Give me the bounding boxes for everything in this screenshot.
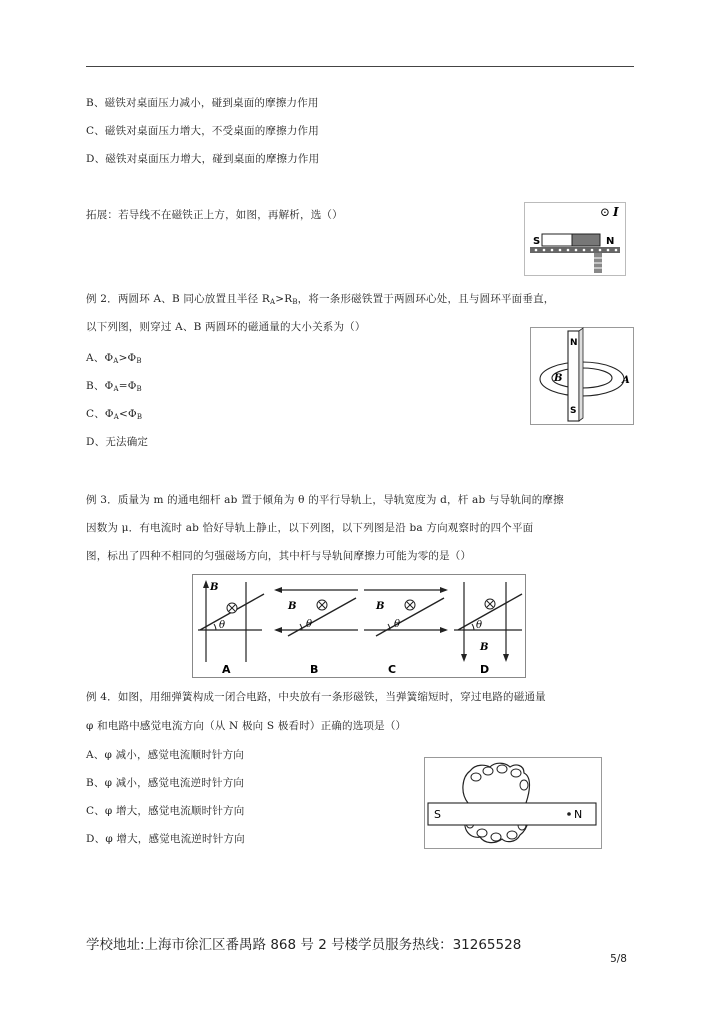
current-out-symbol: ⊙ [600,205,611,219]
magnet-pole-n: N [570,338,578,348]
panel-a-theta: θ [219,620,226,631]
panel-a-b: B [210,582,219,593]
ex2-line2: 以下列图，则穿过 A、B 两圆环的磁通量的大小关系为（） [86,321,366,333]
ex4-line1: 例 4．如图，用细弹簧构成一闭合电路，中央放有一条形磁铁，当弹簧缩短时，穿过电路的磁通量 [86,691,546,703]
ex4-figure [424,757,602,849]
extension-figure [524,202,626,276]
current-label: I [613,205,619,219]
label-ring-a: A [622,375,630,386]
prev-option-c: C、磁铁对桌面压力增大，不受桌面的摩擦力作用 [86,125,319,137]
panel-c-theta: θ [394,619,401,630]
panel-d-label: D [480,663,490,676]
panel-c-b: B [376,601,385,612]
ex4-option-d: D、φ 增大，感觉电流逆时针方向 [86,833,245,845]
magnet-pole-n: N [574,808,583,821]
panel-b-theta: θ [306,619,313,630]
panel-d-theta: θ [476,620,483,631]
ex2-option-a: A、$\Phi_A>\Phi_B$ [86,352,142,365]
panel-b-b: B [288,601,297,612]
panel-b-label: B [310,663,319,676]
ex3-line2: 因数为 μ．有电流时 ab 恰好导轨上静止，以下列图，以下列图是沿 ba 方向观察时的四个平面 [86,522,534,534]
pole-n: N [606,236,615,247]
ex4-line2: φ 和电路中感觉电流方向（从 N 极向 S 极看时）正确的选项是（） [86,720,407,732]
panel-a-label: A [222,663,231,676]
ex4-option-a: A、φ 减小，感觉电流顺时针方向 [86,749,244,761]
ex2-option-d: D、无法确定 [86,436,149,448]
ex4-option-c: C、φ 增大，感觉电流顺时针方向 [86,805,245,817]
magnet-right-half [572,234,600,246]
page-number: 5/8 [610,953,627,965]
bar-magnet-side [579,328,583,421]
ex2-option-b: B、$\Phi_A=\Phi_B$ [86,380,142,393]
ex2-line1: 例 2．两圆环 A、B 同心放置且半径 $R_A>R_B$，将一条形磁铁置于两圆环心处，且与圆环平面垂直， [86,293,555,306]
magnet-dot [567,812,571,816]
magnet-pole-s: S [434,808,441,821]
prev-option-b: B、磁铁对桌面压力减小，碰到桌面的摩擦力作用 [86,97,319,109]
ex2-figure [530,327,634,425]
extension-text: 拓展：若导线不在磁铁正上方，如图，再解析，选（） [86,209,343,221]
ex3-line1: 例 3．质量为 m 的通电细杆 ab 置于倾角为 θ 的平行导轨上，导轨宽度为 d，杆 ab 与导轨间的摩擦 [86,494,564,506]
footer-address: 学校地址:上海市徐汇区番禺路 868 号 2 号楼学员服务热线：31265528 [86,937,522,953]
panel-c-label: C [388,663,397,676]
label-ring-b: B [554,373,563,384]
magnet-pole-s: S [570,406,577,416]
panel-d-b: B [480,642,489,653]
ex4-option-b: B、φ 减小，感觉电流逆时针方向 [86,777,245,789]
prev-option-d: D、磁铁对桌面压力增大，碰到桌面的摩擦力作用 [86,153,320,165]
ex2-option-c: C、$\Phi_A<\Phi_B$ [86,408,143,421]
pole-s: S [533,236,541,247]
header-rule [86,66,634,67]
magnet-left-half [542,234,572,246]
ex3-figure [192,574,526,678]
ex3-line3: 图，标出了四种不相同的匀强磁场方向，其中杆与导轨间摩擦力可能为零的是（） [86,550,472,562]
